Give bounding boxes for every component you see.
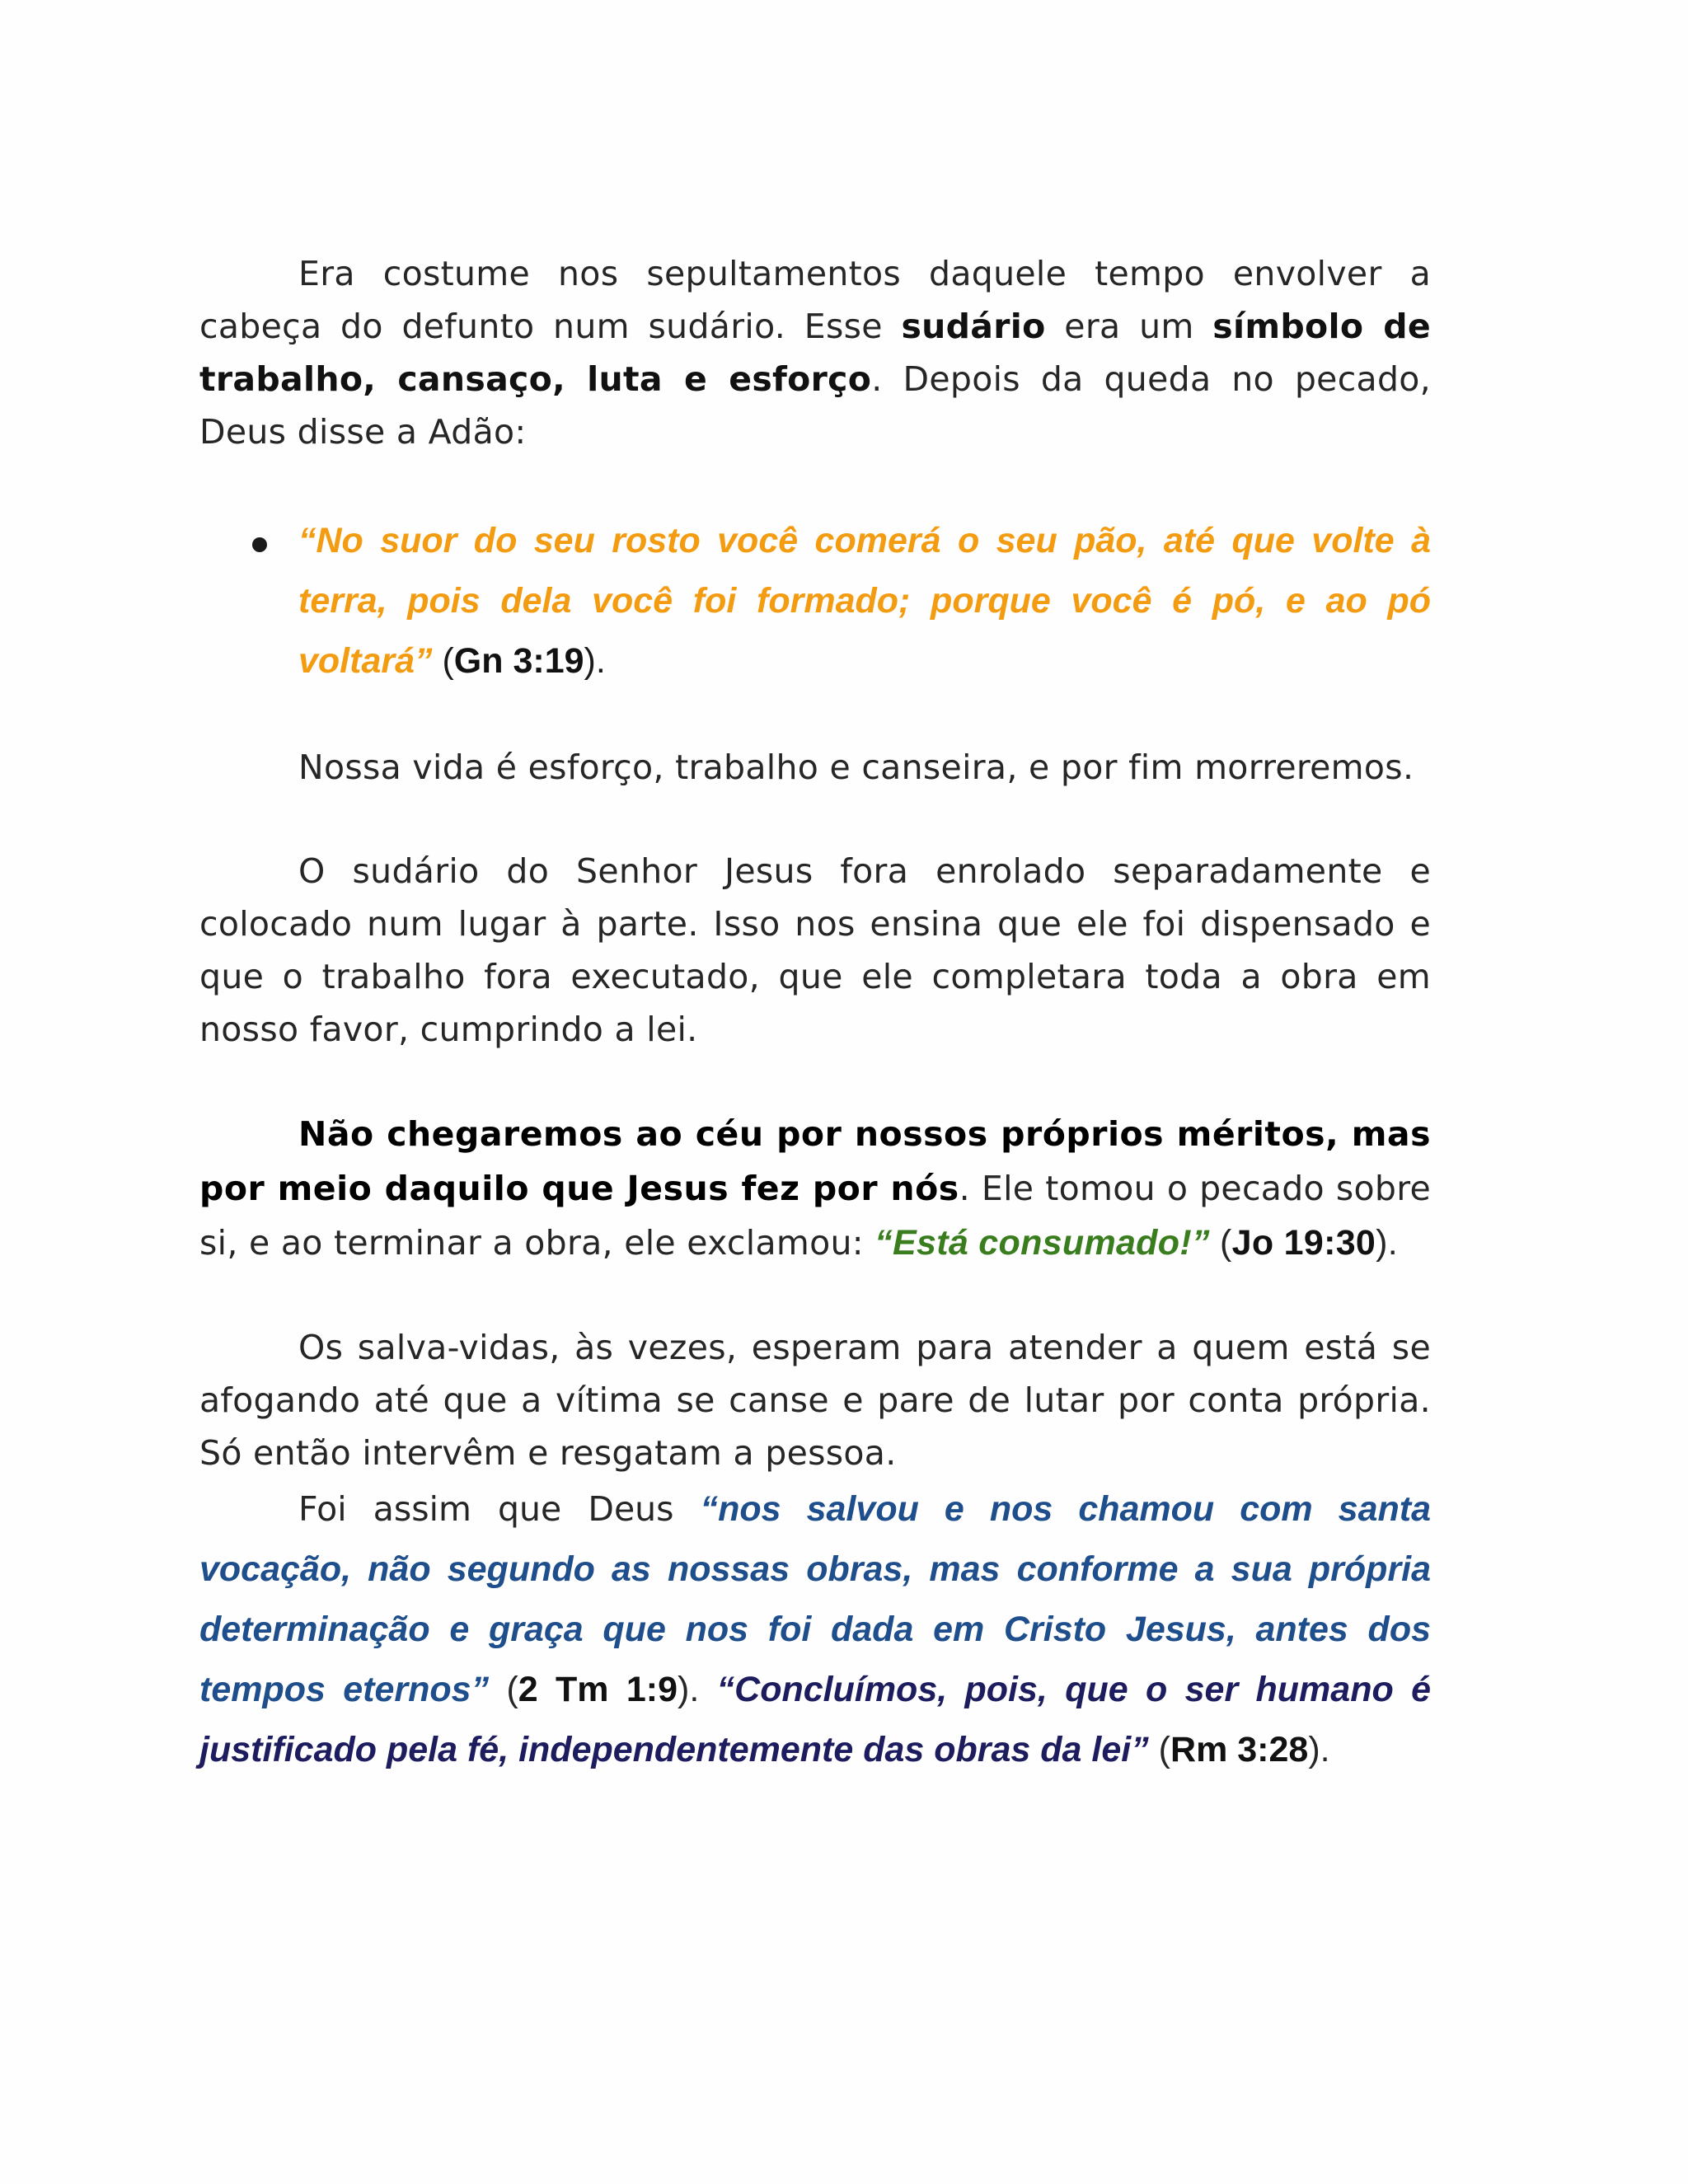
reference-timoteo: 2 Tm 1:9 — [518, 1670, 678, 1709]
bullet-text — [298, 511, 1431, 691]
quote-romanos: “Concluímos, pois, que o ser humano é justificado pela fé, independentemente das obras da lei” — [199, 1670, 1431, 1769]
reference-joao: Jo 19:30 — [1231, 1223, 1376, 1263]
quote-consumado: “Está consumado!” — [874, 1223, 1210, 1263]
quote-genesis: “No suor do seu rosto você comerá o seu pão, até que volte à terra, pois dela você foi formado; porque você é pó, e ao pó voltará” — [298, 521, 1431, 681]
text-run: era um — [1045, 307, 1213, 346]
bold-statement: Não chegaremos ao céu por nossos próprios méritos, mas por meio daquilo que Jesus fez por nós — [199, 1114, 1431, 1208]
paragraph-sudario — [199, 247, 1431, 458]
paragraph-sudario-jesus: O sudário do Senhor Jesus fora enrolado separadamente e colocado num lugar à parte. Isso nos ensina que ele foi dispensado e que o trabalho fora executado, que ele completara toda a obra em nosso favor, cumprindo a lei. — [199, 851, 1431, 1049]
bullet-list-item — [199, 511, 1431, 691]
paragraph-vida: Nossa vida é esforço, trabalho e canseira, e por fim morreremos. — [298, 748, 1414, 787]
text-run: Foi assim que Deus — [298, 1489, 701, 1529]
paragraph-salva-vidas: Os salva-vidas, às vezes, esperam para atender a quem está se afogando até que a vítima se canse e pare de lutar por conta própria. Só então intervêm e resgatam a pessoa. — [199, 1328, 1431, 1473]
text-run: ). — [584, 641, 606, 681]
text-run: . Depois da queda no pecado, Deus disse a Adão: — [199, 359, 1431, 452]
text-run: ( — [1148, 1730, 1171, 1769]
text-run: ). — [1308, 1730, 1330, 1769]
text-run: Era costume nos sepultamentos daquele tempo envolver a cabeça do defunto num sudário. Esse — [199, 254, 1431, 346]
bold-simbolo: símbolo de trabalho, cansaço, luta e esforço — [199, 307, 1431, 399]
text-run: . Ele tomou o pecado sobre si, e ao terminar a obra, ele exclamou: — [199, 1169, 1431, 1263]
bullet-icon — [252, 537, 267, 552]
text-run: ). — [678, 1670, 717, 1709]
paragraph-meritos — [199, 1107, 1431, 1270]
bold-sudario: sudário — [901, 307, 1046, 346]
text-run: ( — [489, 1670, 518, 1709]
paragraph-graca — [199, 1479, 1431, 1780]
quote-timoteo: “nos salvou e nos chamou com santa vocação, não segundo as nossas obras, mas conforme a sua própria determinação e graça que nos foi dada em Cristo Jesus, antes dos tempos eternos” — [199, 1489, 1431, 1709]
reference-romanos: Rm 3:28 — [1170, 1730, 1309, 1769]
text-run: ( — [1209, 1223, 1232, 1263]
reference-genesis: Gn 3:19 — [453, 641, 584, 681]
text-run: ( — [432, 641, 454, 681]
text-run: ). — [1376, 1223, 1399, 1263]
document-body — [199, 247, 1431, 1780]
